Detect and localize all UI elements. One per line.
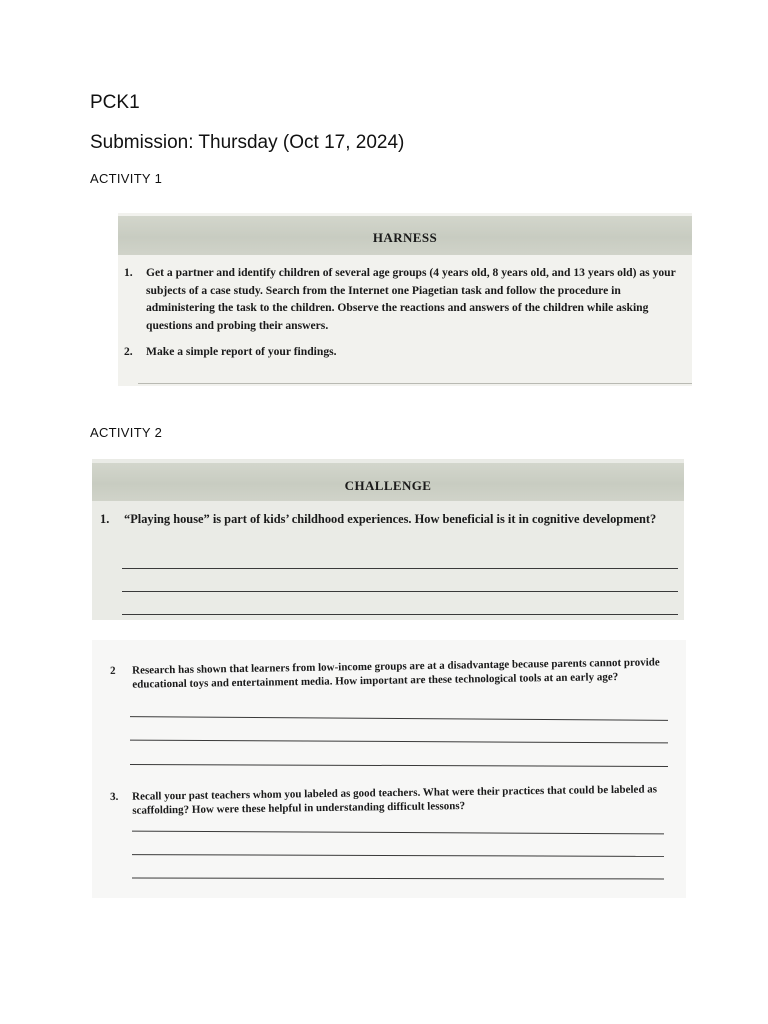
answer-line[interactable] (122, 614, 678, 615)
challenge-item-1-number: 1. (100, 512, 110, 526)
submission-date: Submission: Thursday (Oct 17, 2024) (90, 132, 405, 153)
challenge-item-1 (100, 511, 660, 527)
question-2-number: 2 (110, 664, 116, 677)
answer-line[interactable] (122, 591, 678, 592)
harness-item-2-number: 2. (124, 345, 133, 358)
harness-item-1 (124, 264, 684, 334)
answer-line[interactable] (130, 740, 668, 744)
answer-line[interactable] (132, 854, 664, 857)
answer-line[interactable] (132, 878, 664, 880)
challenge-heading: CHALLENGE (92, 463, 684, 501)
harness-heading: HARNESS (118, 216, 692, 255)
question-2 (110, 655, 662, 692)
harness-divider (138, 383, 692, 384)
challenge-scan (92, 459, 684, 620)
challenge-item-1-text: “Playing house” is part of kids’ childhood experiences. How beneficial is it in cognitive development? (124, 512, 657, 526)
question-3-text: Recall your past teachers whom you labeled as good teachers. What were their practices that could be labeled as scaffolding? How were these helpful in understanding difficult lessons? (132, 783, 658, 817)
questions-scan (92, 640, 686, 898)
question-2-text: Research has shown that learners from low-income groups are at a disadvantage because parents cannot provide educational toys and entertainment media. How important are these technological tools at an early age? (132, 656, 660, 691)
question-3-number: 3. (110, 790, 119, 803)
document-code: PCK1 (90, 92, 140, 113)
harness-item-2 (124, 343, 684, 361)
harness-scan (118, 213, 692, 386)
activity-1-label: ACTIVITY 1 (90, 171, 163, 186)
harness-item-1-text: Get a partner and identify children of several age groups (4 years old, 8 years old, and 13 years old) as your subjects of a case study. Search from the Internet one Piagetian task and follow the procedure in administering the task to the children. Observe the reactions and answers of the children while asking questions and probing their answers. (146, 266, 676, 332)
answer-line[interactable] (130, 764, 668, 767)
answer-line[interactable] (122, 568, 678, 569)
harness-item-2-text: Make a simple report of your findings. (146, 345, 337, 358)
question-3 (110, 782, 662, 818)
answer-line[interactable] (130, 716, 668, 721)
answer-line[interactable] (132, 831, 664, 835)
harness-item-1-number: 1. (124, 266, 133, 279)
activity-2-label: ACTIVITY 2 (90, 425, 163, 440)
